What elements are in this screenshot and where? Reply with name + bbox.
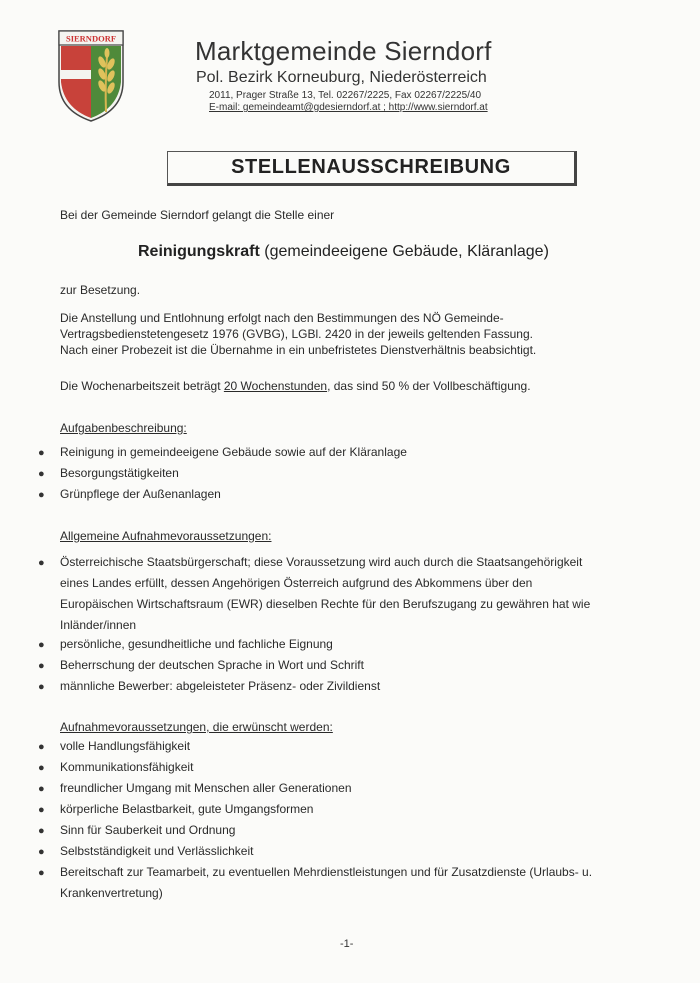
list-item-continuation: Krankenvertretung) bbox=[60, 886, 163, 900]
list-item-continuation: Inländer/innen bbox=[60, 618, 137, 632]
bullet-icon: ● bbox=[38, 447, 45, 459]
position-title bbox=[138, 243, 549, 261]
list-item: körperliche Belastbarkeit, gute Umgangsformen bbox=[60, 802, 314, 816]
list-item: volle Handlungsfähigkeit bbox=[60, 739, 191, 753]
working-hours-value: 20 Wochenstunden bbox=[223, 379, 328, 393]
section-general-requirements-heading: Allgemeine Aufnahmevoraussetzungen: bbox=[60, 529, 272, 543]
bullet-icon: ● bbox=[38, 741, 45, 753]
bullet-icon: ● bbox=[38, 825, 45, 837]
bullet-icon: ● bbox=[38, 489, 45, 501]
list-item: männliche Bewerber: abgeleisteter Präsenz- oder Zivildienst bbox=[60, 679, 381, 693]
list-item: persönliche, gesundheitliche und fachliche Eignung bbox=[60, 637, 333, 651]
bullet-icon: ● bbox=[38, 762, 45, 774]
list-item-continuation: eines Landes erfüllt, dessen Angehörigen Österreich aufgrund des Abkommens über den bbox=[60, 576, 533, 590]
job-posting-banner: STELLENAUSSCHREIBUNG bbox=[167, 151, 577, 186]
section-desired-requirements-heading: Aufnahmevoraussetzungen, die erwünscht werden: bbox=[60, 720, 333, 734]
working-hours-post: , das sind 50 % der Vollbeschäftigung. bbox=[327, 379, 531, 393]
list-item: Selbstständigkeit und Verlässlichkeit bbox=[60, 844, 254, 858]
contact-line[interactable] bbox=[209, 102, 615, 113]
bullet-icon: ● bbox=[38, 804, 45, 816]
list-item: freundlicher Umgang mit Menschen aller Generationen bbox=[60, 781, 352, 795]
section-tasks-heading: Aufgabenbeschreibung: bbox=[60, 421, 187, 435]
list-item: Sinn für Sauberkeit und Ordnung bbox=[60, 823, 236, 837]
list-item: Kommunikationsfähigkeit bbox=[60, 760, 194, 774]
bullet-icon: ● bbox=[38, 468, 45, 480]
anstellung-line-2: Vertragsbedienstetengesetz 1976 (GVBG), LGBl. 2420 in der jeweils geltenden Fassung. bbox=[60, 327, 533, 341]
bullet-icon: ● bbox=[38, 639, 45, 651]
page-number: -1- bbox=[340, 938, 354, 950]
bullet-icon: ● bbox=[38, 557, 45, 569]
bullet-icon: ● bbox=[38, 660, 45, 672]
anstellung-line-1: Die Anstellung und Entlohnung erfolgt nach den Bestimmungen des NÖ Gemeinde- bbox=[60, 311, 504, 325]
intro-text: Bei der Gemeinde Sierndorf gelangt die Stelle einer bbox=[60, 208, 335, 222]
working-hours-text bbox=[60, 379, 531, 393]
municipal-crest-icon bbox=[58, 30, 124, 122]
bullet-icon: ● bbox=[38, 846, 45, 858]
list-item: Besorgungstätigkeiten bbox=[60, 466, 179, 480]
list-item: Beherrschung der deutschen Sprache in Wort und Schrift bbox=[60, 658, 364, 672]
contact-link[interactable]: E-mail: gemeindeamt@gdesierndorf.at ; http://www.sierndorf.at bbox=[209, 102, 488, 113]
anstellung-line-3: Nach einer Probezeit ist die Übernahme in ein unbefristetes Dienstverhältnis beabsichtigt. bbox=[60, 343, 537, 357]
bullet-icon: ● bbox=[38, 681, 45, 693]
besetzung-text: zur Besetzung. bbox=[60, 283, 141, 297]
district-subtitle: Pol. Bezirk Korneuburg, Niederösterreich bbox=[196, 69, 487, 86]
position-detail: (gemeindeeigene Gebäude, Kläranlage) bbox=[264, 243, 549, 260]
list-item: Bereitschaft zur Teamarbeit, zu eventuellen Mehrdienstleistungen und für Zusatzdienste (Urlaubs- u. bbox=[60, 865, 593, 879]
position-name: Reinigungskraft bbox=[138, 243, 260, 260]
municipality-title: Marktgemeinde Sierndorf bbox=[195, 36, 492, 66]
bullet-icon: ● bbox=[38, 867, 45, 879]
list-item: Österreichische Staatsbürgerschaft; diese Voraussetzung wird auch durch die Staatsangehörigkeit bbox=[60, 555, 583, 569]
list-item: Grünpflege der Außenanlagen bbox=[60, 487, 221, 501]
list-item-continuation: Europäischen Wirtschaftsraum (EWR) dieselben Rechte für den Berufszugang zu gewähren hat wie bbox=[60, 597, 591, 611]
list-item: Reinigung in gemeindeeigene Gebäude sowie auf der Kläranlage bbox=[60, 445, 407, 459]
address-line: 2011, Prager Straße 13, Tel. 02267/2225, Fax 02267/2225/40 bbox=[209, 90, 482, 101]
working-hours-pre: Die Wochenarbeitszeit beträgt bbox=[60, 379, 224, 393]
crest-label: SIERNDORF bbox=[65, 33, 117, 44]
bullet-icon: ● bbox=[38, 783, 45, 795]
letterhead bbox=[195, 36, 615, 113]
